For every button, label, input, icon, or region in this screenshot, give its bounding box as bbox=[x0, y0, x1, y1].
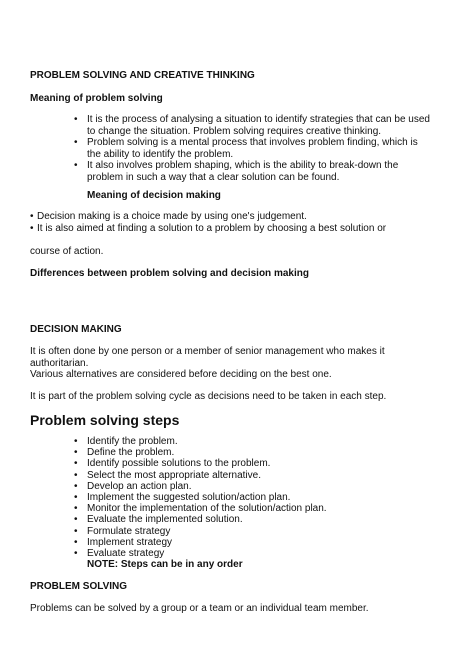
paragraph-line: authoritarian. bbox=[30, 357, 89, 369]
bullet-icon: • bbox=[74, 114, 78, 125]
bullet-icon: • bbox=[30, 223, 34, 234]
list-item: • It is the process of analysing a situation to identify strategies that can be used to change the situation. Problem solving requires creative thinking. bbox=[74, 114, 430, 137]
list-item: • It also involves problem shaping, which is the ability to break-down the problem in such a way that a clear solution can be found. bbox=[74, 160, 399, 183]
bullet-icon: • bbox=[74, 503, 78, 515]
bullet-icon: • bbox=[74, 548, 78, 559]
bullet-icon: • bbox=[30, 211, 34, 222]
paragraph-cycle: It is part of the problem solving cycle as decisions need to be taken in each step. bbox=[30, 391, 387, 402]
bullet-icon: • bbox=[74, 514, 78, 526]
continuation-text: course of action. bbox=[30, 246, 104, 257]
bullet-icon: • bbox=[74, 480, 78, 492]
heading-decision-making: DECISION MAKING bbox=[30, 324, 122, 335]
bullet-icon: • bbox=[74, 492, 78, 503]
list-item: • Problem solving is a mental process that involves problem finding, which is the ability to identify the problem. bbox=[74, 137, 418, 160]
heading-problem-solving-steps: Problem solving steps bbox=[30, 412, 180, 428]
paragraph-problem-solving: Problems can be solved by a group or a team or an individual team member. bbox=[30, 603, 369, 614]
bullet-icon: • bbox=[74, 458, 78, 470]
bullet-icon: • bbox=[74, 160, 78, 171]
bullet-icon: • bbox=[74, 447, 78, 459]
heading-meaning-decision-making: Meaning of decision making bbox=[87, 190, 221, 201]
document-page: PROBLEM SOLVING AND CREATIVE THINKING Meaning of problem solving • It is the process of analysing a situation to identify strategies that can be used to change the situation. Problem solving requires creative thinking. • Problem solving is a mental process that involves problem finding, which is the ability to identify the problem. • It also involves problem shaping, which is the ability to break-down the problem in such a way that a clear solution can be found. Meaning of decision making • Decision making is a choice made by using one's judgement. • It is also aimed at finding a solution to a problem by choosing a best solution or course of action. Differences between problem solving and decision making DECISION MAKING It is often done by one person or a member of senior management who makes it authoritarian. Various alternatives are considered before deciding on the best one. It is part of the problem solving cycle as decisions need to be taken in each step. Problem solving steps • Identify the problem. • Define the problem. • Identify possible solutions to the problem. • Select the most appropriate alternative. • Develop an action plan. • Implement the suggested solution/action plan. • Monitor the implementation of the solution/action plan. • Evaluate the implemented solution. • Formulate strategy • Implement strategy • Evaluate strategy NOTE: Steps can be in any order PROBLEM SOLVING Problems can be solved by a group or a team or an individual team member. bbox=[0, 0, 474, 670]
list-item: • Decision making is a choice made by using one's judgement. bbox=[30, 211, 307, 222]
bullet-icon: • bbox=[74, 137, 78, 148]
heading-differences: Differences between problem solving and decision making bbox=[30, 268, 309, 279]
steps-note: NOTE: Steps can be in any order bbox=[87, 559, 243, 570]
bullet-icon: • bbox=[74, 536, 78, 548]
heading-meaning-problem-solving: Meaning of problem solving bbox=[30, 93, 163, 104]
paragraph-line: Various alternatives are considered before deciding on the best one. bbox=[30, 369, 332, 380]
list-item: • It is also aimed at finding a solution to a problem by choosing a best solution or bbox=[30, 223, 387, 234]
heading-problem-solving: PROBLEM SOLVING bbox=[30, 581, 128, 592]
paragraph-line: It is often done by one person or a member of senior management who makes it bbox=[30, 346, 385, 357]
document-title: PROBLEM SOLVING AND CREATIVE THINKING bbox=[30, 70, 255, 81]
bullet-icon: • bbox=[74, 436, 78, 447]
bullet-icon: • bbox=[74, 469, 78, 481]
bullet-icon: • bbox=[74, 525, 78, 537]
